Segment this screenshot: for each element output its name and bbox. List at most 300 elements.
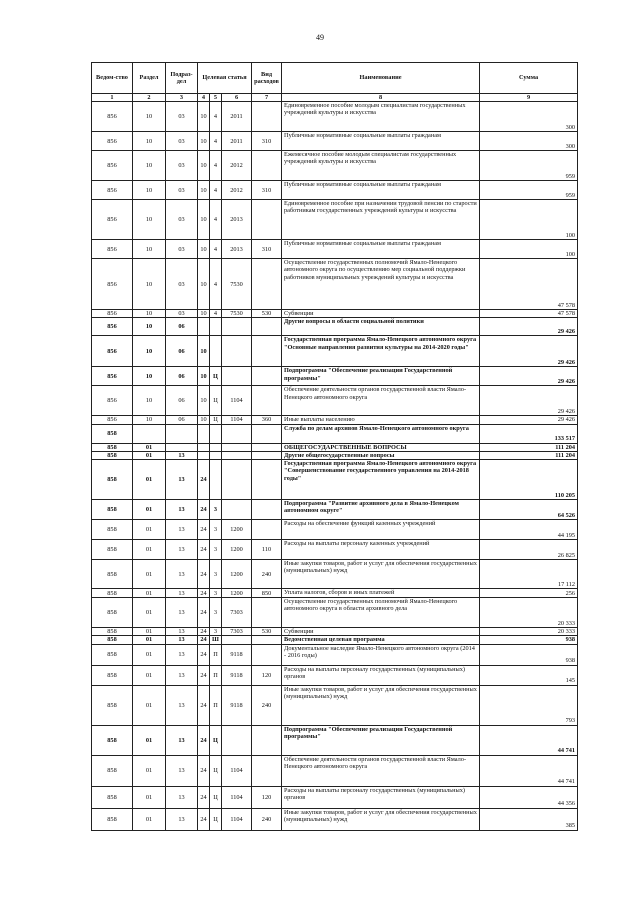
table-row — [92, 240, 578, 259]
cell-direction: 1104 — [222, 755, 252, 786]
cell-name: Иные закупки товаров, работ и услуг для обеспечения государственных (муниципальных) нужд — [282, 685, 480, 725]
cell-subprogram: 3 — [210, 628, 222, 636]
cell-direction — [222, 451, 252, 459]
cell-expense-type — [252, 102, 282, 132]
cell-razdel: 01 — [133, 725, 166, 755]
cell-podrazdel: 06 — [166, 367, 198, 386]
cell-subprogram: 4 — [210, 310, 222, 318]
cell-direction: 9118 — [222, 665, 252, 685]
cell-subprogram: 4 — [210, 132, 222, 151]
cell-sum: 959 — [480, 181, 578, 200]
cell-subprogram: 4 — [210, 240, 222, 259]
cell-podrazdel: 13 — [166, 500, 198, 520]
cell-subprogram: 3 — [210, 598, 222, 628]
cell-vedom: 856 — [92, 318, 133, 336]
cell-program — [198, 424, 210, 443]
cell-razdel: 10 — [133, 318, 166, 336]
cell-name: Подпрограмма "Обеспечение реализации Государственной программы" — [282, 367, 480, 386]
cell-direction — [222, 336, 252, 367]
cell-program: 10 — [198, 416, 210, 424]
table-row — [92, 460, 578, 500]
cell-vedom: 858 — [92, 685, 133, 725]
cell-expense-type — [252, 367, 282, 386]
cell-program: 10 — [198, 386, 210, 416]
cell-podrazdel: 13 — [166, 725, 198, 755]
header-target-article: Целевая статья — [198, 63, 252, 94]
cell-direction: 1104 — [222, 416, 252, 424]
cell-razdel: 01 — [133, 808, 166, 830]
cell-name: Осуществление государственных полномочий Ямало-Ненецкого автономного округа в области архивного дела — [282, 598, 480, 628]
column-number: 3 — [166, 94, 198, 102]
cell-program: 24 — [198, 598, 210, 628]
cell-podrazdel: 13 — [166, 808, 198, 830]
header-expense-type: Вид расходов — [252, 63, 282, 94]
cell-vedom: 856 — [92, 336, 133, 367]
cell-razdel: 01 — [133, 560, 166, 589]
table-row — [92, 132, 578, 151]
cell-sum: 47 578 — [480, 310, 578, 318]
cell-vedom: 856 — [92, 181, 133, 200]
cell-expense-type: 310 — [252, 240, 282, 259]
cell-sum: 29 426 — [480, 336, 578, 367]
cell-subprogram: 3 — [210, 589, 222, 598]
cell-expense-type: 240 — [252, 808, 282, 830]
cell-direction: 9118 — [222, 685, 252, 725]
cell-sum: 20 333 — [480, 628, 578, 636]
cell-sum: 300 — [480, 132, 578, 151]
cell-direction — [222, 636, 252, 644]
cell-razdel: 01 — [133, 589, 166, 598]
cell-razdel: 01 — [133, 460, 166, 500]
cell-direction: 1104 — [222, 786, 252, 808]
cell-subprogram: Ц — [210, 386, 222, 416]
cell-vedom: 856 — [92, 102, 133, 132]
table-row — [92, 589, 578, 598]
cell-program — [198, 443, 210, 451]
cell-expense-type — [252, 318, 282, 336]
cell-vedom: 858 — [92, 451, 133, 459]
cell-name: Подпрограмма "Обеспечение реализации Государственной программы" — [282, 725, 480, 755]
cell-subprogram: 3 — [210, 500, 222, 520]
cell-razdel — [133, 424, 166, 443]
cell-program: 24 — [198, 540, 210, 560]
cell-razdel: 10 — [133, 336, 166, 367]
cell-podrazdel: 03 — [166, 310, 198, 318]
cell-name: Другие общегосударственные вопросы — [282, 451, 480, 459]
cell-sum: 29 426 — [480, 318, 578, 336]
cell-subprogram: Ц — [210, 416, 222, 424]
cell-program: 24 — [198, 725, 210, 755]
cell-expense-type — [252, 520, 282, 540]
cell-program: 24 — [198, 589, 210, 598]
budget-table — [91, 62, 578, 831]
table-row — [92, 500, 578, 520]
cell-program: 10 — [198, 102, 210, 132]
cell-sum: 44 356 — [480, 786, 578, 808]
table-row — [92, 808, 578, 830]
cell-podrazdel: 13 — [166, 589, 198, 598]
cell-direction: 2013 — [222, 240, 252, 259]
cell-sum: 44 741 — [480, 755, 578, 786]
cell-expense-type — [252, 200, 282, 240]
cell-program: 10 — [198, 240, 210, 259]
cell-subprogram: П — [210, 644, 222, 665]
cell-program: 10 — [198, 259, 210, 310]
cell-sum: 133 517 — [480, 424, 578, 443]
cell-program: 24 — [198, 520, 210, 540]
table-row — [92, 151, 578, 181]
cell-name: Публичные нормативные социальные выплаты гражданам — [282, 181, 480, 200]
cell-name: Субвенции — [282, 310, 480, 318]
cell-subprogram: 4 — [210, 151, 222, 181]
cell-direction — [222, 725, 252, 755]
cell-direction: 2013 — [222, 200, 252, 240]
cell-vedom: 858 — [92, 725, 133, 755]
cell-program — [198, 451, 210, 459]
column-number: 8 — [282, 94, 480, 102]
table-row — [92, 451, 578, 459]
cell-vedom: 856 — [92, 416, 133, 424]
cell-sum: 256 — [480, 589, 578, 598]
cell-sum: 111 204 — [480, 443, 578, 451]
cell-vedom: 856 — [92, 259, 133, 310]
cell-vedom: 858 — [92, 644, 133, 665]
cell-direction — [222, 443, 252, 451]
cell-direction: 7303 — [222, 628, 252, 636]
cell-razdel: 10 — [133, 102, 166, 132]
cell-direction — [222, 318, 252, 336]
cell-program: 24 — [198, 665, 210, 685]
cell-expense-type — [252, 755, 282, 786]
cell-razdel: 01 — [133, 500, 166, 520]
cell-podrazdel: 13 — [166, 460, 198, 500]
header-sum: Сумма — [480, 63, 578, 94]
cell-podrazdel: 13 — [166, 685, 198, 725]
cell-podrazdel: 13 — [166, 665, 198, 685]
cell-vedom: 858 — [92, 520, 133, 540]
cell-razdel: 10 — [133, 240, 166, 259]
cell-direction: 2011 — [222, 102, 252, 132]
cell-expense-type: 240 — [252, 560, 282, 589]
cell-name: Расходы на выплаты персоналу государственных (муниципальных) органов — [282, 665, 480, 685]
cell-vedom: 858 — [92, 636, 133, 644]
cell-sum: 44 195 — [480, 520, 578, 540]
cell-direction: 7530 — [222, 310, 252, 318]
cell-name: ОБЩЕГОСУДАРСТВЕННЫЕ ВОПРОСЫ — [282, 443, 480, 451]
header-vedom: Ведом-ство — [92, 63, 133, 94]
cell-podrazdel — [166, 443, 198, 451]
cell-name: Государственная программа Ямало-Ненецкого автономного округа "Совершенствование государственного управления на 2014-2018 годы" — [282, 460, 480, 500]
cell-program: 10 — [198, 367, 210, 386]
cell-subprogram: П — [210, 685, 222, 725]
cell-expense-type: 240 — [252, 685, 282, 725]
cell-vedom: 858 — [92, 808, 133, 830]
cell-razdel: 10 — [133, 367, 166, 386]
cell-podrazdel: 03 — [166, 259, 198, 310]
table-row — [92, 200, 578, 240]
cell-program: 24 — [198, 636, 210, 644]
table-row — [92, 725, 578, 755]
cell-name: Уплата налогов, сборов и иных платежей — [282, 589, 480, 598]
cell-podrazdel: 13 — [166, 520, 198, 540]
cell-vedom: 856 — [92, 151, 133, 181]
cell-razdel: 10 — [133, 386, 166, 416]
cell-sum: 29 426 — [480, 386, 578, 416]
cell-program: 24 — [198, 500, 210, 520]
cell-sum: 110 205 — [480, 460, 578, 500]
column-number: 1 — [92, 94, 133, 102]
cell-subprogram: Ц — [210, 755, 222, 786]
cell-razdel: 10 — [133, 259, 166, 310]
cell-expense-type — [252, 636, 282, 644]
table-row — [92, 644, 578, 665]
cell-subprogram: Ц — [210, 808, 222, 830]
cell-vedom: 856 — [92, 367, 133, 386]
cell-podrazdel: 13 — [166, 598, 198, 628]
cell-name: Расходы на обеспечение функций казенных учреждений — [282, 520, 480, 540]
cell-podrazdel: 13 — [166, 451, 198, 459]
cell-name: Субвенции — [282, 628, 480, 636]
cell-expense-type: 530 — [252, 628, 282, 636]
cell-sum: 29 426 — [480, 416, 578, 424]
cell-sum: 145 — [480, 665, 578, 685]
cell-program: 10 — [198, 200, 210, 240]
table-row — [92, 685, 578, 725]
cell-razdel: 01 — [133, 786, 166, 808]
cell-direction: 2012 — [222, 181, 252, 200]
cell-subprogram — [210, 336, 222, 367]
cell-direction: 1200 — [222, 540, 252, 560]
cell-name: Ежемесячное пособие молодым специалистам государственных учреждений культуры и искусства — [282, 151, 480, 181]
table-row — [92, 102, 578, 132]
cell-program: 10 — [198, 310, 210, 318]
cell-podrazdel: 06 — [166, 416, 198, 424]
cell-podrazdel: 13 — [166, 786, 198, 808]
cell-expense-type: 360 — [252, 416, 282, 424]
cell-podrazdel: 13 — [166, 628, 198, 636]
cell-program: 24 — [198, 685, 210, 725]
cell-vedom: 858 — [92, 500, 133, 520]
cell-expense-type — [252, 386, 282, 416]
cell-program: 24 — [198, 755, 210, 786]
cell-program: 10 — [198, 132, 210, 151]
table-row — [92, 416, 578, 424]
cell-vedom: 858 — [92, 540, 133, 560]
cell-expense-type — [252, 424, 282, 443]
cell-program: 24 — [198, 644, 210, 665]
cell-sum: 20 333 — [480, 598, 578, 628]
cell-sum: 100 — [480, 200, 578, 240]
cell-podrazdel: 03 — [166, 102, 198, 132]
column-number: 5 — [210, 94, 222, 102]
cell-expense-type: 310 — [252, 181, 282, 200]
cell-name: Иные закупки товаров, работ и услуг для обеспечения государственных (муниципальных) нужд — [282, 560, 480, 589]
cell-sum: 47 578 — [480, 259, 578, 310]
cell-direction — [222, 424, 252, 443]
cell-name: Обеспечение деятельности органов государственной власти Ямало-Ненецкого автономного округа — [282, 755, 480, 786]
cell-vedom: 858 — [92, 443, 133, 451]
cell-podrazdel: 06 — [166, 336, 198, 367]
cell-program — [198, 318, 210, 336]
cell-sum: 26 825 — [480, 540, 578, 560]
cell-subprogram — [210, 318, 222, 336]
cell-direction — [222, 367, 252, 386]
cell-direction: 2011 — [222, 132, 252, 151]
cell-name: Государственная программа Ямало-Ненецкого автономного округа "Основные направления развития культуры на 2014-2020 годы" — [282, 336, 480, 367]
cell-expense-type — [252, 443, 282, 451]
cell-name: Документальное наследие Ямало-Ненецкого автономного округа (2014 - 2016 годы) — [282, 644, 480, 665]
cell-expense-type — [252, 725, 282, 755]
cell-razdel: 01 — [133, 628, 166, 636]
cell-razdel: 01 — [133, 665, 166, 685]
cell-sum: 100 — [480, 240, 578, 259]
cell-direction: 9118 — [222, 644, 252, 665]
cell-name: Расходы на выплаты персоналу государственных (муниципальных) органов — [282, 786, 480, 808]
cell-podrazdel: 13 — [166, 636, 198, 644]
cell-podrazdel: 03 — [166, 240, 198, 259]
column-number: 7 — [252, 94, 282, 102]
cell-subprogram: 4 — [210, 200, 222, 240]
table-row — [92, 336, 578, 367]
cell-expense-type: 530 — [252, 310, 282, 318]
cell-razdel: 10 — [133, 181, 166, 200]
cell-direction: 1200 — [222, 560, 252, 589]
cell-sum: 385 — [480, 808, 578, 830]
cell-program: 24 — [198, 786, 210, 808]
cell-subprogram: 3 — [210, 520, 222, 540]
cell-subprogram: Ц — [210, 367, 222, 386]
cell-name: Ведомственная целевая программа — [282, 636, 480, 644]
column-number: 2 — [133, 94, 166, 102]
cell-name: Публичные нормативные социальные выплаты гражданам — [282, 240, 480, 259]
table-row — [92, 520, 578, 540]
cell-podrazdel: 13 — [166, 755, 198, 786]
cell-vedom: 858 — [92, 628, 133, 636]
cell-razdel: 10 — [133, 132, 166, 151]
cell-name: Расходы на выплаты персоналу казенных учреждений — [282, 540, 480, 560]
cell-name: Единовременное пособие при назначении трудовой пенсии по старости работникам государственных учреждений культуры и искусства — [282, 200, 480, 240]
cell-program: 24 — [198, 460, 210, 500]
cell-expense-type — [252, 500, 282, 520]
cell-sum: 17 112 — [480, 560, 578, 589]
cell-razdel: 01 — [133, 443, 166, 451]
cell-razdel: 10 — [133, 310, 166, 318]
table-row — [92, 628, 578, 636]
cell-direction: 7530 — [222, 259, 252, 310]
header-razdel: Раздел — [133, 63, 166, 94]
cell-sum: 29 426 — [480, 367, 578, 386]
cell-direction — [222, 460, 252, 500]
cell-name: Единовременное пособие молодым специалистам государственных учреждений культуры и искусства — [282, 102, 480, 132]
cell-direction: 1200 — [222, 520, 252, 540]
cell-name: Другие вопросы в области социальной политики — [282, 318, 480, 336]
cell-expense-type: 850 — [252, 589, 282, 598]
column-number: 4 — [198, 94, 210, 102]
cell-vedom: 856 — [92, 386, 133, 416]
cell-subprogram — [210, 451, 222, 459]
cell-podrazdel: 03 — [166, 151, 198, 181]
cell-podrazdel: 06 — [166, 318, 198, 336]
cell-program: 24 — [198, 560, 210, 589]
cell-subprogram — [210, 460, 222, 500]
cell-direction: 1104 — [222, 808, 252, 830]
cell-sum: 793 — [480, 685, 578, 725]
cell-program: 24 — [198, 808, 210, 830]
cell-expense-type: 310 — [252, 132, 282, 151]
cell-sum: 64 526 — [480, 500, 578, 520]
cell-sum: 44 741 — [480, 725, 578, 755]
table-row — [92, 386, 578, 416]
cell-expense-type — [252, 598, 282, 628]
cell-expense-type: 110 — [252, 540, 282, 560]
header-podrazdel: Подраз-дел — [166, 63, 198, 94]
table-row — [92, 598, 578, 628]
cell-expense-type — [252, 259, 282, 310]
cell-program: 10 — [198, 181, 210, 200]
cell-direction — [222, 500, 252, 520]
table-header-row — [92, 63, 578, 94]
cell-razdel: 01 — [133, 598, 166, 628]
cell-podrazdel: 03 — [166, 200, 198, 240]
table-row — [92, 259, 578, 310]
cell-razdel: 10 — [133, 200, 166, 240]
table-row — [92, 636, 578, 644]
cell-name: Обеспечение деятельности органов государственной власти Ямало-Ненецкого автономного округа — [282, 386, 480, 416]
cell-program: 10 — [198, 151, 210, 181]
cell-sum: 938 — [480, 644, 578, 665]
cell-expense-type: 120 — [252, 786, 282, 808]
cell-subprogram: 3 — [210, 560, 222, 589]
cell-vedom: 858 — [92, 786, 133, 808]
page-number: 49 — [316, 33, 324, 42]
table-row — [92, 318, 578, 336]
cell-vedom: 856 — [92, 240, 133, 259]
table-row — [92, 424, 578, 443]
cell-name: Иные закупки товаров, работ и услуг для обеспечения государственных (муниципальных) нужд — [282, 808, 480, 830]
cell-name: Осуществление государственных полномочий Ямало-Ненецкого автономного округа по осуществлению мер социальной поддержки работников муниципальных учреждений культуры и искусства — [282, 259, 480, 310]
cell-razdel: 01 — [133, 636, 166, 644]
table-row — [92, 443, 578, 451]
cell-podrazdel — [166, 424, 198, 443]
cell-expense-type — [252, 644, 282, 665]
cell-sum: 111 204 — [480, 451, 578, 459]
cell-expense-type — [252, 460, 282, 500]
table-row — [92, 560, 578, 589]
cell-direction: 1200 — [222, 589, 252, 598]
column-number: 6 — [222, 94, 252, 102]
cell-subprogram: П — [210, 665, 222, 685]
cell-razdel: 01 — [133, 685, 166, 725]
cell-vedom: 856 — [92, 132, 133, 151]
cell-subprogram: 3 — [210, 540, 222, 560]
table-row — [92, 540, 578, 560]
cell-sum: 938 — [480, 636, 578, 644]
cell-name: Публичные нормативные социальные выплаты гражданам — [282, 132, 480, 151]
cell-vedom: 856 — [92, 310, 133, 318]
cell-program: 10 — [198, 336, 210, 367]
cell-direction: 7303 — [222, 598, 252, 628]
cell-razdel: 01 — [133, 520, 166, 540]
table-row — [92, 367, 578, 386]
table-row — [92, 665, 578, 685]
header-name: Наименование — [282, 63, 480, 94]
cell-vedom: 858 — [92, 589, 133, 598]
cell-vedom: 858 — [92, 755, 133, 786]
cell-vedom: 856 — [92, 200, 133, 240]
cell-subprogram: 4 — [210, 181, 222, 200]
cell-vedom: 858 — [92, 665, 133, 685]
table-row — [92, 310, 578, 318]
